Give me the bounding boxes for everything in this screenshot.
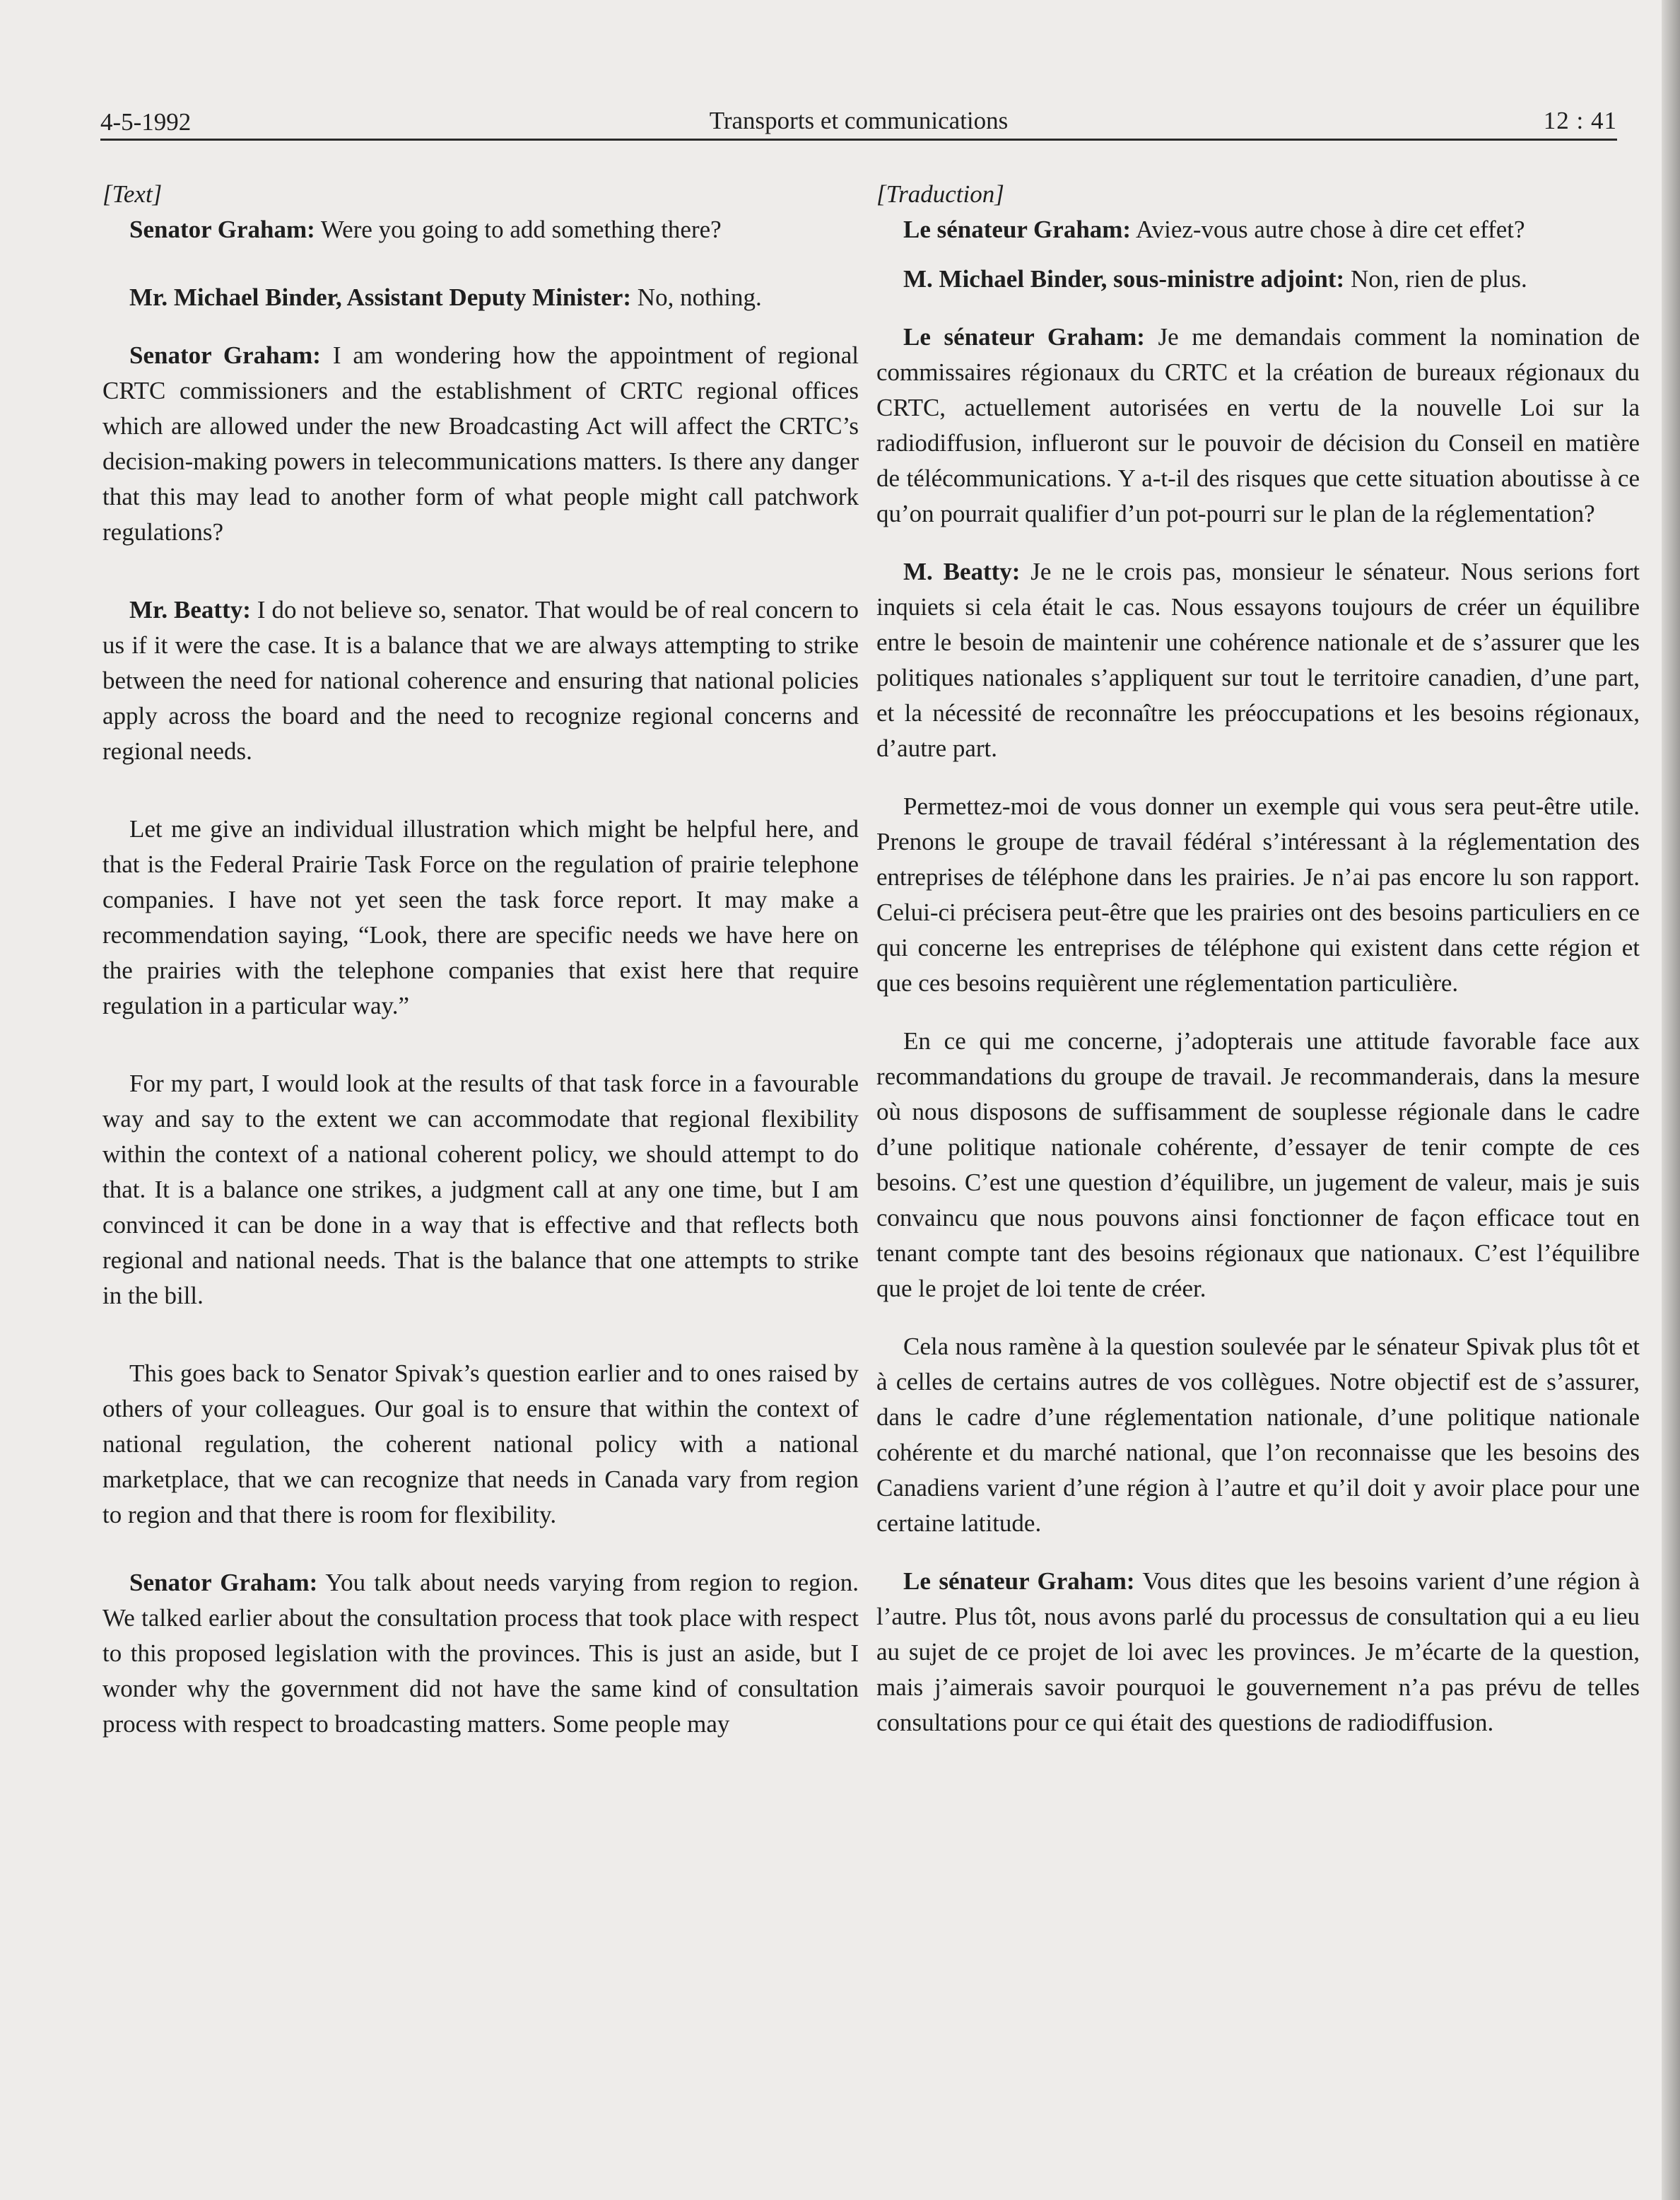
paragraph: Permettez-moi de vous donner un exemple qui vous sera peut-être utile. Prenons le groupe de travail fédéral s’intéressant à la réglementation des entreprises de téléphone dans les prairies. Je n’ai pas encore lu son rapport. Celui-ci précisera peut-être que les prairies ont des besoins particuliers en ce qui concerne les entreprises de téléphone qui existent dans cette région et que ces besoins requièrent une réglementation particulière. bbox=[876, 792, 1640, 997]
speaker-name: Le sénateur Graham: bbox=[903, 216, 1132, 243]
header-date: 4-5-1992 bbox=[100, 108, 192, 136]
paragraph-text: Non, rien de plus. bbox=[1344, 265, 1527, 293]
header-title: Transports et communications bbox=[709, 107, 1009, 134]
paragraph bbox=[876, 320, 1640, 532]
paragraph-text: Vous dites que les besoins varient d’une région à l’autre. Plus tôt, nous avons parlé du processus de consultation qui a eu lieu au sujet de ce projet de loi avec les provinces. Je m’écarte de la question, mais j’aimerais savoir pourquoi le gouvernement n’a pas prévu de telles consultations pour ce qui était des questions de radiodiffusion. bbox=[876, 1567, 1640, 1736]
speaker-name: Le sénateur Graham: bbox=[903, 1567, 1135, 1595]
page-edge-shadow bbox=[1662, 0, 1680, 2200]
speaker-name: M. Beatty: bbox=[903, 558, 1021, 585]
speaker-name: M. Michael Binder, sous-ministre adjoint: bbox=[903, 265, 1345, 293]
paragraph: This goes back to Senator Spivak’s question earlier and to ones raised by others of your colleagues. Our goal is to ensure that within the context of national regulation, the coherent national policy with a national marketplace, that we can recognize that needs in Canada vary from region to region and that there is room for flexibility. bbox=[102, 1359, 859, 1528]
paragraph-text: Je ne le crois pas, monsieur le sénateur. Nous serions fort inquiets si cela était le cas. Nous essayons toujours de créer un équilibre entre le besoin de maintenir une cohérence nationale et de s’assurer que les politiques nationales s’appliquent sur tout le territoire canadien, d’une part, et la nécessité de reconnaître les préoccupations et les besoins régionaux, d’autre part. bbox=[876, 558, 1640, 762]
paragraph bbox=[102, 1565, 859, 1742]
paragraph-text: Aviez-vous autre chose à dire cet effet? bbox=[1131, 216, 1525, 243]
paragraph-text: Were you going to add something there? bbox=[315, 216, 722, 243]
paragraph: For my part, I would look at the results of that task force in a favourable way and say to the extent we can accommodate that regional flexibility within the context of a national coherent policy, we should attempt to do that. It is a balance one strikes, a judgment call at any one time, but I am convinced it can be done in a way that is effective and that reflects both regional and national needs. That is the balance that one attempts to strike in the bill. bbox=[102, 1070, 859, 1309]
paragraph-text: No, nothing. bbox=[631, 283, 762, 311]
paragraph: Cela nous ramène à la question soulevée par le sénateur Spivak plus tôt et à celles de certains autres de vos collègues. Notre objectif est de s’assurer, dans le cadre d’une réglementation nationale, d’une politique nationale cohérente et du marché national, que l’on reconnaisse que les besoins des Canadiens varient d’une région à l’autre et qu’il doit y avoir place pour une certaine latitude. bbox=[876, 1333, 1640, 1537]
paragraph bbox=[876, 1564, 1640, 1740]
english-column bbox=[102, 177, 859, 1742]
paragraph-text: I am wondering how the appointment of regional CRTC commissioners and the establishment of CRTC regional offices which are allowed under the new Broadcasting Act will affect the CRTC’s decision-making powers in telecommunications matters. Is there any danger that this may lead to another form of what people might call patchwork regulations? bbox=[102, 341, 859, 546]
paragraph bbox=[102, 592, 859, 769]
paragraph bbox=[102, 338, 859, 550]
speaker-name: Mr. Beatty: bbox=[129, 596, 251, 624]
page-header bbox=[100, 103, 1617, 141]
paragraph: Let me give an individual illustration which might be helpful here, and that is the Federal Prairie Task Force on the regulation of prairie telephone companies. I have not yet seen the task force report. It may make a recommendation saying, “Look, there are specific needs we have here on the prairies with the telephone companies that exist here that require regulation in a particular way.” bbox=[102, 815, 859, 1019]
header-page-number: 12 : 41 bbox=[1543, 107, 1617, 134]
paragraph-text: You talk about needs varying from region to region. We talked earlier about the consultation process that took place with respect to this proposed legislation with the provinces. This is just an aside, but I wonder why the government did not have the same kind of consultation process with respect to broadcasting matters. Some people may bbox=[102, 1569, 859, 1738]
speaker-name: Mr. Michael Binder, Assistant Deputy Minister: bbox=[129, 283, 632, 311]
speaker-name: Senator Graham: bbox=[129, 1569, 318, 1596]
paragraph: En ce qui me concerne, j’adopterais une attitude favorable face aux recommandations du groupe de travail. Je recommanderais, dans la mesure où nous disposons de suffisamment de souplesse régionale dans le cadre d’une politique nationale cohérente, d’essayer de tenir compte de ces besoins. C’est une question d’équilibre, un jugement de valeur, mais je suis convaincu que nous pouvons ainsi fonctionner de façon efficace tout en tenant compte tant des besoins régionaux que nationaux. C’est l’équilibre que le projet de loi tente de créer. bbox=[876, 1027, 1640, 1302]
paragraph bbox=[102, 280, 859, 315]
paragraph bbox=[876, 554, 1640, 766]
french-column bbox=[876, 177, 1640, 1740]
paragraph bbox=[876, 212, 1640, 247]
paragraph-text: Je me demandais comment la nomination de commissaires régionaux du CRTC et la création de bureaux régionaux du CRTC, actuellement autorisées en vertu de la nouvelle Loi sur la radiodiffusion, influeront sur le pouvoir de décision du Conseil en matière de télécommunications. Y a-t-il des risques que cette situation aboutisse à ce qu’on pourrait qualifier d’un pot-pourri sur le plan de la réglementation? bbox=[876, 323, 1640, 527]
paragraph-text: I do not believe so, senator. That would be of real concern to us if it were the case. It is a balance that we are always attempting to strike between the need for national coherence and ensuring that national policies apply across the board and the need to recognize regional concerns and regional needs. bbox=[102, 596, 859, 765]
speaker-name: Senator Graham: bbox=[129, 216, 315, 243]
translation-tag: [Traduction] bbox=[876, 180, 1004, 208]
paragraph bbox=[102, 212, 859, 247]
text-tag: [Text] bbox=[102, 180, 163, 208]
speaker-name: Senator Graham: bbox=[129, 341, 321, 369]
speaker-name: Le sénateur Graham: bbox=[903, 323, 1145, 351]
paragraph bbox=[876, 262, 1640, 297]
